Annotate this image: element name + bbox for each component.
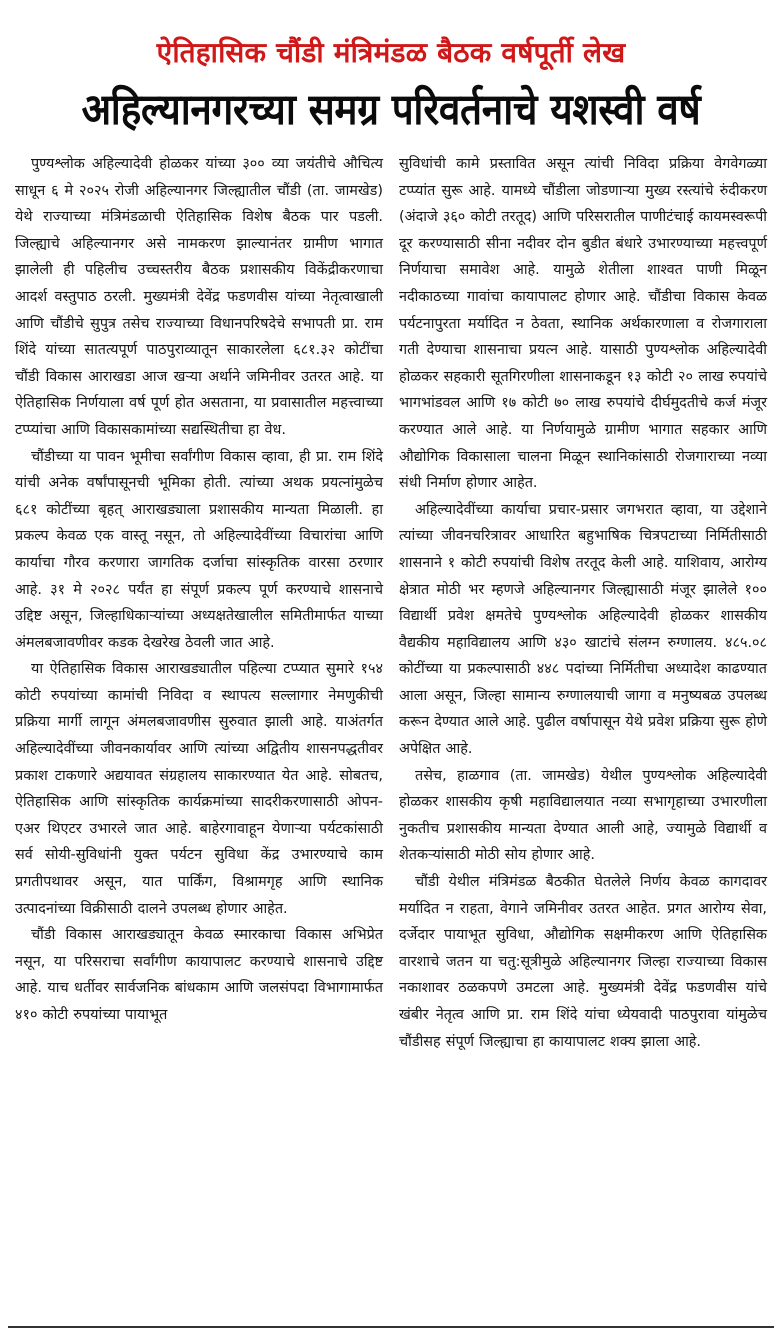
article-kicker: ऐतिहासिक चौंडी मंत्रिमंडळ बैठक वर्षपूर्ती लेख bbox=[156, 36, 626, 69]
paragraph: चौंडी येथील मंत्रिमंडळ बैठकीत घेतलेले निर्णय केवळ कागदावर मर्यादित न राहता, वेगाने जमिनीवर उतरत आहेत. प्रगत आरोग्य सेवा, दर्जेदार पायाभूत सुविधा, औद्योगिक सक्षमीकरण आणि ऐतिहासिक वारशाचे जतन या चतु:सूत्रीमुळे अहिल्यानगर जिल्हा राज्याच्या विकास नकाशावर ठळकपणे उमटला आहे. मुख्यमंत्री देवेंद्र फडणवीस यांचे खंबीर नेतृत्व आणि प्रा. राम शिंदे यांचा ध्येयवादी पाठपुरावा यांमुळेच चौंडीसह संपूर्ण जिल्ह्याचा हा कायापालट शक्य झाला आहे. bbox=[399, 874, 767, 1050]
right-column bbox=[399, 151, 767, 1055]
paragraph: अहिल्यादेवींच्या कार्याचा प्रचार-प्रसार जगभरात व्हावा, या उद्देशाने त्यांच्या जीवनचरित्रावर आधारित बहुभाषिक चित्रपटाच्या निर्मितीसाठी शासनाने १ कोटी रुपयांची विशेष तरतूद केली आहे. याशिवाय, आरोग्य क्षेत्रात मोठी भर म्हणजे अहिल्यानगर जिल्ह्यासाठी मंजूर झालेले १०० विद्यार्थी प्रवेश क्षमतेचे पुण्यश्लोक अहिल्यादेवी होळकर शासकीय वैद्यकीय महाविद्यालय आणि ४३० खाटांचे संलग्न रुग्णालय. ४८५.०८ कोटींच्या या प्रकल्पासाठी ४४८ पदांच्या निर्मितीचा अध्यादेश काढण्यात आला असून, जिल्हा सामान्य रुग्णालयाची जागा व मनुष्यबळ उपलब्ध करून देण्यात आले आहे. पुढील वर्षापासून येथे प्रवेश प्रक्रिया सुरू होणे अपेक्षित आहे. bbox=[399, 501, 767, 758]
paragraph-continued: सुविधांची कामे प्रस्तावित असून त्यांची निविदा प्रक्रिया वेगवेगळ्या टप्प्यांत सुरू आहे. यामध्ये चौंडीला जोडणाऱ्या मुख्य रस्त्यांचे रुंदीकरण (अंदाजे ३६० कोटी तरतूद) आणि परिसरातील पाणीटंचाई कायमस्वरूपी दूर करण्यासाठी सीना नदीवर दोन बुडीत बंधारे उभारण्याच्या महत्त्वपूर्ण निर्णयाचा समावेश आहे. यामुळे शेतीला शाश्वत पाणी मिळून नदीकाठच्या गावांचा कायापालट होणार आहे. चौंडीचा विकास केवळ पर्यटनापुरता मर्यादित न ठेवता, स्थानिक अर्थकारणाला व रोजगाराला गती देण्याचा शासनाचा प्रयत्न आहे. यासाठी पुण्यश्लोक अहिल्यादेवी होळकर सहकारी सूतगिरणीला शासनाकडून १३ कोटी २० लाख रुपयांचे भागभांडवल आणि १७ कोटी ७० लाख रुपयांचे दीर्घमुदतीचे कर्ज मंजूर करण्यात आले आहे. या निर्णयामुळे ग्रामीण भागात सहकार आणि औद्योगिक विकासाला चालना मिळून स्थानिकांसाठी रोजगाराच्या नव्या संधी निर्माण होणार आहेत. bbox=[399, 156, 767, 492]
left-column bbox=[15, 151, 383, 1055]
paragraph: तसेच, हाळगाव (ता. जामखेड) येथील पुण्यश्लोक अहिल्यादेवी होळकर शासकीय कृषी महाविद्यालयात नव्या सभागृहाच्या उभारणीला नुकतीच प्रशासकीय मान्यता देण्यात आली आहे, ज्यामुळे विद्यार्थी व शेतकऱ्यांसाठी मोठी सोय होणार आहे. bbox=[399, 767, 767, 864]
paragraph: चौंडीच्या या पावन भूमीचा सर्वांगीण विकास व्हावा, ही प्रा. राम शिंदे यांची अनेक वर्षांपासूनची भूमिका होती. त्यांच्या अथक प्रयत्नांमुळेच ६८१ कोटींच्या बृहत् आराखड्याला प्रशासकीय मान्यता मिळाली. हा प्रकल्प केवळ एक वास्तू नसून, तो अहिल्यादेवींच्या विचारांचा आणि कार्याचा गौरव करणारा जागतिक दर्जाचा सांस्कृतिक वारसा ठरणार आहे. ३१ मे २०२८ पर्यंत हा संपूर्ण प्रकल्प पूर्ण करण्याचे शासनाचे उद्दिष्ट असून, जिल्हाधिकाऱ्यांच्या अध्यक्षतेखालील समितीमार्फत याच्या अंमलबजावणीवर कडक देखरेख ठेवली जात आहे. bbox=[15, 448, 383, 651]
bottom-divider bbox=[8, 1326, 774, 1328]
article-headline: अहिल्यानगरच्या समग्र परिवर्तनाचे यशस्वी वर्ष bbox=[81, 85, 701, 135]
paragraph: पुण्यश्लोक अहिल्यादेवी होळकर यांच्या ३०० व्या जयंतीचे औचित्य साधून ६ मे २०२५ रोजी अहिल्यानगर जिल्ह्यातील चौंडी (ता. जामखेड) येथे राज्याच्या मंत्रिमंडळाची ऐतिहासिक विशेष बैठक पार पडली. जिल्ह्याचे अहिल्यानगर असे नामकरण झाल्यानंतर ग्रामीण भागात झालेली ही पहिलीच उच्चस्तरीय बैठक प्रशासकीय विकेंद्रीकरणाचा आदर्श वस्तुपाठ ठरली. मुख्यमंत्री देवेंद्र फडणवीस यांच्या नेतृत्वाखाली आणि चौंडीचे सुपुत्र तसेच राज्याच्या विधानपरिषदेचे सभापती प्रा. राम शिंदे यांच्या सातत्यपूर्ण पाठपुराव्यातून साकारलेला ६८१.३२ कोटींचा चौंडी विकास आराखडा आज खऱ्या अर्थाने जमिनीवर उतरत आहे. या ऐतिहासिक निर्णयाला वर्ष पूर्ण होत असताना, या प्रवासातील महत्त्वाच्या टप्प्यांचा आणि विकासकामांच्या सद्यस्थितीचा हा वेध. bbox=[15, 156, 383, 438]
article-body bbox=[15, 151, 767, 1055]
paragraph: या ऐतिहासिक विकास आराखड्यातील पहिल्या टप्प्यात सुमारे १५४ कोटी रुपयांच्या कामांची निविदा व स्थापत्य सल्लागार नेमणुकीची प्रक्रिया मार्गी लागून अंमलबजावणीस सुरुवात झाली आहे. याअंतर्गत अहिल्यादेवींच्या जीवनकार्यावर आणि त्यांच्या अद्वितीय शासनपद्धतीवर प्रकाश टाकणारे अद्ययावत संग्रहालय साकारण्यात येत आहे. सोबतच, ऐतिहासिक आणि सांस्कृतिक कार्यक्रमांच्या सादरीकरणासाठी ओपन-एअर थिएटर उभारले जात आहे. बाहेरगावाहून येणाऱ्या पर्यटकांसाठी सर्व सोयी-सुविधांनी युक्त पर्यटन सुविधा केंद्र उभारण्याचे काम प्रगतीपथावर असून, यात पार्किंग, विश्रामगृह आणि स्थानिक उत्पादनांच्या विक्रीसाठी दालने उपलब्ध होणार आहेत. bbox=[15, 661, 383, 917]
paragraph: चौंडी विकास आराखड्यातून केवळ स्मारकाचा विकास अभिप्रेत नसून, या परिसराचा सर्वांगीण कायापालट करण्याचे शासनाचे उद्दिष्ट आहे. याच धर्तीवर सार्वजनिक बांधकाम आणि जलसंपदा विभागामार्फत ४१० कोटी रुपयांच्या पायाभूत bbox=[15, 927, 383, 1023]
